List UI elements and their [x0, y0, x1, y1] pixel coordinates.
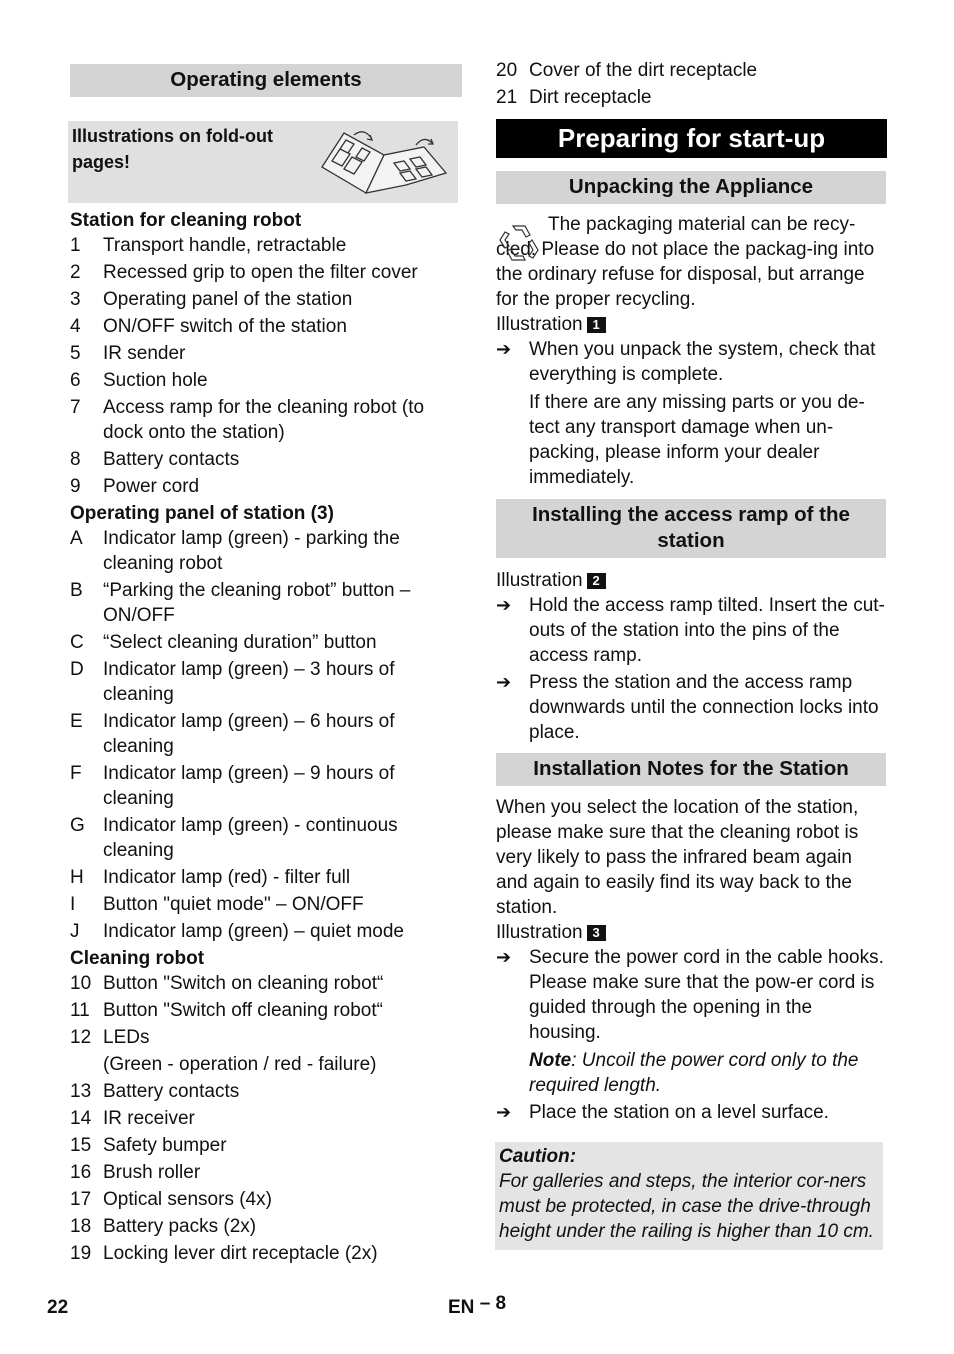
robot-item [70, 1133, 462, 1158]
item-text [103, 1079, 462, 1104]
item-text [103, 630, 462, 655]
item-text [103, 233, 462, 258]
station-item [70, 368, 462, 393]
item-text-main: LEDs [103, 1027, 150, 1048]
arrow-icon: ➔ [496, 1102, 512, 1122]
item-text-main: IR receiver [103, 1108, 195, 1129]
panel-items-list [70, 526, 462, 944]
item-text-main: Dirt receptacle [529, 87, 652, 108]
item-text [103, 892, 462, 917]
item-text [103, 1241, 462, 1266]
item-text [103, 865, 462, 890]
station-item [70, 260, 462, 285]
robot-item [70, 1160, 462, 1185]
item-number: 9 [70, 476, 81, 497]
item-text [103, 1106, 462, 1131]
note-label: Note [529, 1050, 572, 1071]
panel-title: Operating panel of station (3) [70, 503, 334, 524]
illustration-1 [496, 312, 887, 337]
item-text [103, 761, 462, 811]
item-text-main: Transport handle, retractable [103, 235, 347, 256]
item-number: 7 [70, 397, 81, 418]
item-text-main: ON/OFF switch of the station [103, 316, 347, 337]
arrow-icon: ➔ [496, 947, 512, 967]
page-number: 22 [47, 1297, 69, 1318]
station-item [70, 287, 462, 312]
panel-item [70, 919, 462, 944]
item-text-secondary: (Green - operation / red - failure) [103, 1054, 377, 1075]
footer-lang-code: EN [448, 1297, 475, 1318]
item-number: 14 [70, 1108, 92, 1129]
robot-item [496, 58, 887, 83]
item-text [103, 474, 462, 499]
item-number: 15 [70, 1135, 92, 1156]
unpack-step-1 [496, 337, 887, 387]
item-number: 10 [70, 973, 92, 994]
item-text [103, 1214, 462, 1239]
item-text [103, 287, 462, 312]
item-number: A [70, 528, 83, 549]
item-text [103, 998, 462, 1023]
panel-item [70, 657, 462, 707]
robot-item [70, 1214, 462, 1239]
install-step-2 [496, 1100, 887, 1125]
panel-item [70, 813, 462, 863]
continued-items-list [496, 58, 887, 110]
ramp-step-2 [496, 670, 887, 745]
robot-item [496, 85, 887, 110]
item-text-main: Optical sensors (4x) [103, 1189, 272, 1210]
item-text-main: Button "Switch off cleaning robot“ [103, 1000, 383, 1021]
install-step-1 [496, 945, 887, 1045]
item-text [103, 395, 462, 445]
item-number: C [70, 632, 84, 653]
illustration-1-number: 1 [587, 317, 606, 333]
item-number: 20 [496, 60, 518, 81]
illustration-3-label: Illustration [496, 922, 583, 943]
station-title: Station for cleaning robot [70, 210, 302, 231]
panel-item [70, 892, 462, 917]
item-text [103, 813, 462, 863]
robot-item [70, 1106, 462, 1131]
item-text-main: Button "Switch on cleaning robot“ [103, 973, 384, 994]
illustration-3 [496, 920, 887, 945]
illustration-2-number: 2 [587, 573, 606, 589]
item-number: 18 [70, 1216, 92, 1237]
panel-item [70, 630, 462, 655]
arrow-icon: ➔ [496, 672, 512, 692]
item-text [103, 526, 462, 576]
item-text-main: Access ramp for the cleaning robot (to dock onto the station) [103, 397, 425, 443]
robot-items-list [70, 971, 462, 1266]
illustration-1-label: Illustration [496, 314, 583, 335]
ramp-step-2-text: Press the station and the access ramp downwards until the connection locks into place. [529, 672, 879, 743]
item-number: I [70, 894, 76, 915]
panel-item [70, 526, 462, 576]
arrow-icon: ➔ [496, 339, 512, 359]
item-number: 1 [70, 235, 81, 256]
station-items-list [70, 233, 462, 499]
item-number: 3 [70, 289, 81, 310]
item-text-main: Indicator lamp (green) - continuous cleaning [103, 815, 398, 861]
item-number: 12 [70, 1027, 92, 1048]
panel-item [70, 761, 462, 811]
ramp-step-1-text: Hold the access ramp tilted. Insert the cut-outs of the station into the pins of the access ramp. [529, 595, 885, 666]
item-text-main: Indicator lamp (green) – 3 hours of cleaning [103, 659, 395, 705]
item-text [103, 1187, 462, 1212]
item-text-main: Indicator lamp (red) - filter full [103, 867, 351, 888]
item-text-main: Battery contacts [103, 449, 240, 470]
install-step-1-text: Secure the power cord in the cable hooks. Please make sure that the pow-er cord is guided through the opening in the housing. [529, 947, 884, 1043]
item-text [103, 1160, 462, 1185]
item-text-main: Power cord [103, 476, 200, 497]
item-text-main: Battery packs (2x) [103, 1216, 257, 1237]
footer-lang [448, 1293, 507, 1319]
footer-sub-number: 8 [495, 1293, 507, 1314]
item-number: 17 [70, 1189, 92, 1210]
robot-item [70, 1187, 462, 1212]
item-number: 8 [70, 449, 81, 470]
caution-text: For galleries and steps, the interior cor-ners must be protected, in case the drive-through height under the railing is higher than 10 cm. [499, 1171, 874, 1242]
install-step-2-text: Place the station on a level surface. [529, 1102, 829, 1123]
item-text [103, 709, 462, 759]
item-text [103, 919, 462, 944]
unpacking-heading: Unpacking the Appliance [496, 171, 886, 204]
item-text [103, 971, 462, 996]
item-text [103, 657, 462, 707]
arrow-icon: ➔ [496, 595, 512, 615]
robot-item [70, 1079, 462, 1104]
item-text [103, 578, 462, 628]
item-text-main: “Select cleaning duration” button [103, 632, 377, 653]
station-item [70, 474, 462, 499]
item-number: 19 [70, 1243, 92, 1264]
recycle-icon [496, 220, 542, 264]
illustration-2 [496, 568, 887, 593]
item-text-main: Cover of the dirt receptacle [529, 60, 758, 81]
item-text-main: Battery contacts [103, 1081, 240, 1102]
illustration-3-number: 3 [587, 925, 606, 941]
robot-item [70, 971, 462, 996]
item-text-main: Indicator lamp (green) – 6 hours of cleaning [103, 711, 395, 757]
item-text-main: Locking lever dirt receptacle (2x) [103, 1243, 378, 1264]
item-number: 4 [70, 316, 81, 337]
item-text [103, 1133, 462, 1158]
preparing-heading: Preparing for start-up [496, 119, 887, 158]
fold-out-info-box [68, 121, 458, 203]
item-number: J [70, 921, 80, 942]
item-text [529, 58, 887, 83]
item-number: G [70, 815, 85, 836]
item-number: D [70, 659, 84, 680]
item-text-main: Recessed grip to open the filter cover [103, 262, 418, 283]
station-item [70, 341, 462, 366]
fold-out-info-text: Illustrations on fold-out pages! [72, 126, 273, 172]
item-text-main: Safety bumper [103, 1135, 227, 1156]
item-text-main: Suction hole [103, 370, 208, 391]
caution-title: Caution: [499, 1146, 577, 1167]
installation-heading: Installation Notes for the Station [496, 753, 886, 786]
illustration-2-label: Illustration [496, 570, 583, 591]
fold-out-book-icon [314, 125, 454, 199]
item-text-main: “Parking the cleaning robot” button – ON/OFF [103, 580, 411, 626]
item-number: 2 [70, 262, 81, 283]
item-text [103, 1025, 462, 1077]
item-text [103, 447, 462, 472]
item-number: 21 [496, 87, 518, 108]
install-note [496, 1048, 887, 1098]
station-item [70, 447, 462, 472]
ramp-step-1 [496, 593, 887, 668]
item-number: 5 [70, 343, 81, 364]
item-number: 11 [70, 1000, 90, 1021]
item-number: B [70, 580, 83, 601]
robot-title: Cleaning robot [70, 948, 205, 969]
item-text-main: Brush roller [103, 1162, 201, 1183]
item-text [103, 314, 462, 339]
panel-item [70, 865, 462, 890]
item-text [103, 260, 462, 285]
panel-item [70, 578, 462, 628]
item-number: F [70, 763, 82, 784]
item-text-main: Indicator lamp (green) – 9 hours of cleaning [103, 763, 395, 809]
item-text-main: Operating panel of the station [103, 289, 353, 310]
item-text [103, 341, 462, 366]
item-number: H [70, 867, 84, 888]
caution-box [495, 1142, 883, 1250]
item-number: E [70, 711, 83, 732]
item-number: 6 [70, 370, 81, 391]
item-number: 16 [70, 1162, 92, 1183]
ramp-heading: Installing the access ramp of the station [496, 499, 886, 558]
note-text: : Uncoil the power cord only to the required length. [529, 1050, 859, 1096]
item-text-main: Button "quiet mode" – ON/OFF [103, 894, 364, 915]
robot-item [70, 998, 462, 1023]
station-item [70, 314, 462, 339]
unpack-note: If there are any missing parts or you de-tect any transport damage when un-packing, please inform your dealer immediately. [529, 392, 865, 488]
unpacking-text: The packaging material can be recy-cled. Please do not place the packag-ing into the ordinary refuse for disposal, but arrange for the proper recycling. [496, 214, 875, 310]
item-number: 13 [70, 1081, 92, 1102]
item-text-main: IR sender [103, 343, 186, 364]
item-text [529, 85, 887, 110]
robot-item [70, 1025, 462, 1077]
operating-elements-heading: Operating elements [70, 64, 462, 97]
installation-text: When you select the location of the station, please make sure that the cleaning robot is very likely to pass the infrared beam again and again to easily find its way back to the station. [496, 797, 859, 918]
station-item [70, 233, 462, 258]
unpack-step-1-text: When you unpack the system, check that everything is complete. [529, 339, 876, 385]
item-text-main: Indicator lamp (green) – quiet mode [103, 921, 404, 942]
panel-item [70, 709, 462, 759]
station-item [70, 395, 462, 445]
item-text [103, 368, 462, 393]
robot-item [70, 1241, 462, 1266]
footer-separator: – [479, 1293, 491, 1314]
item-text-main: Indicator lamp (green) - parking the cleaning robot [103, 528, 400, 574]
